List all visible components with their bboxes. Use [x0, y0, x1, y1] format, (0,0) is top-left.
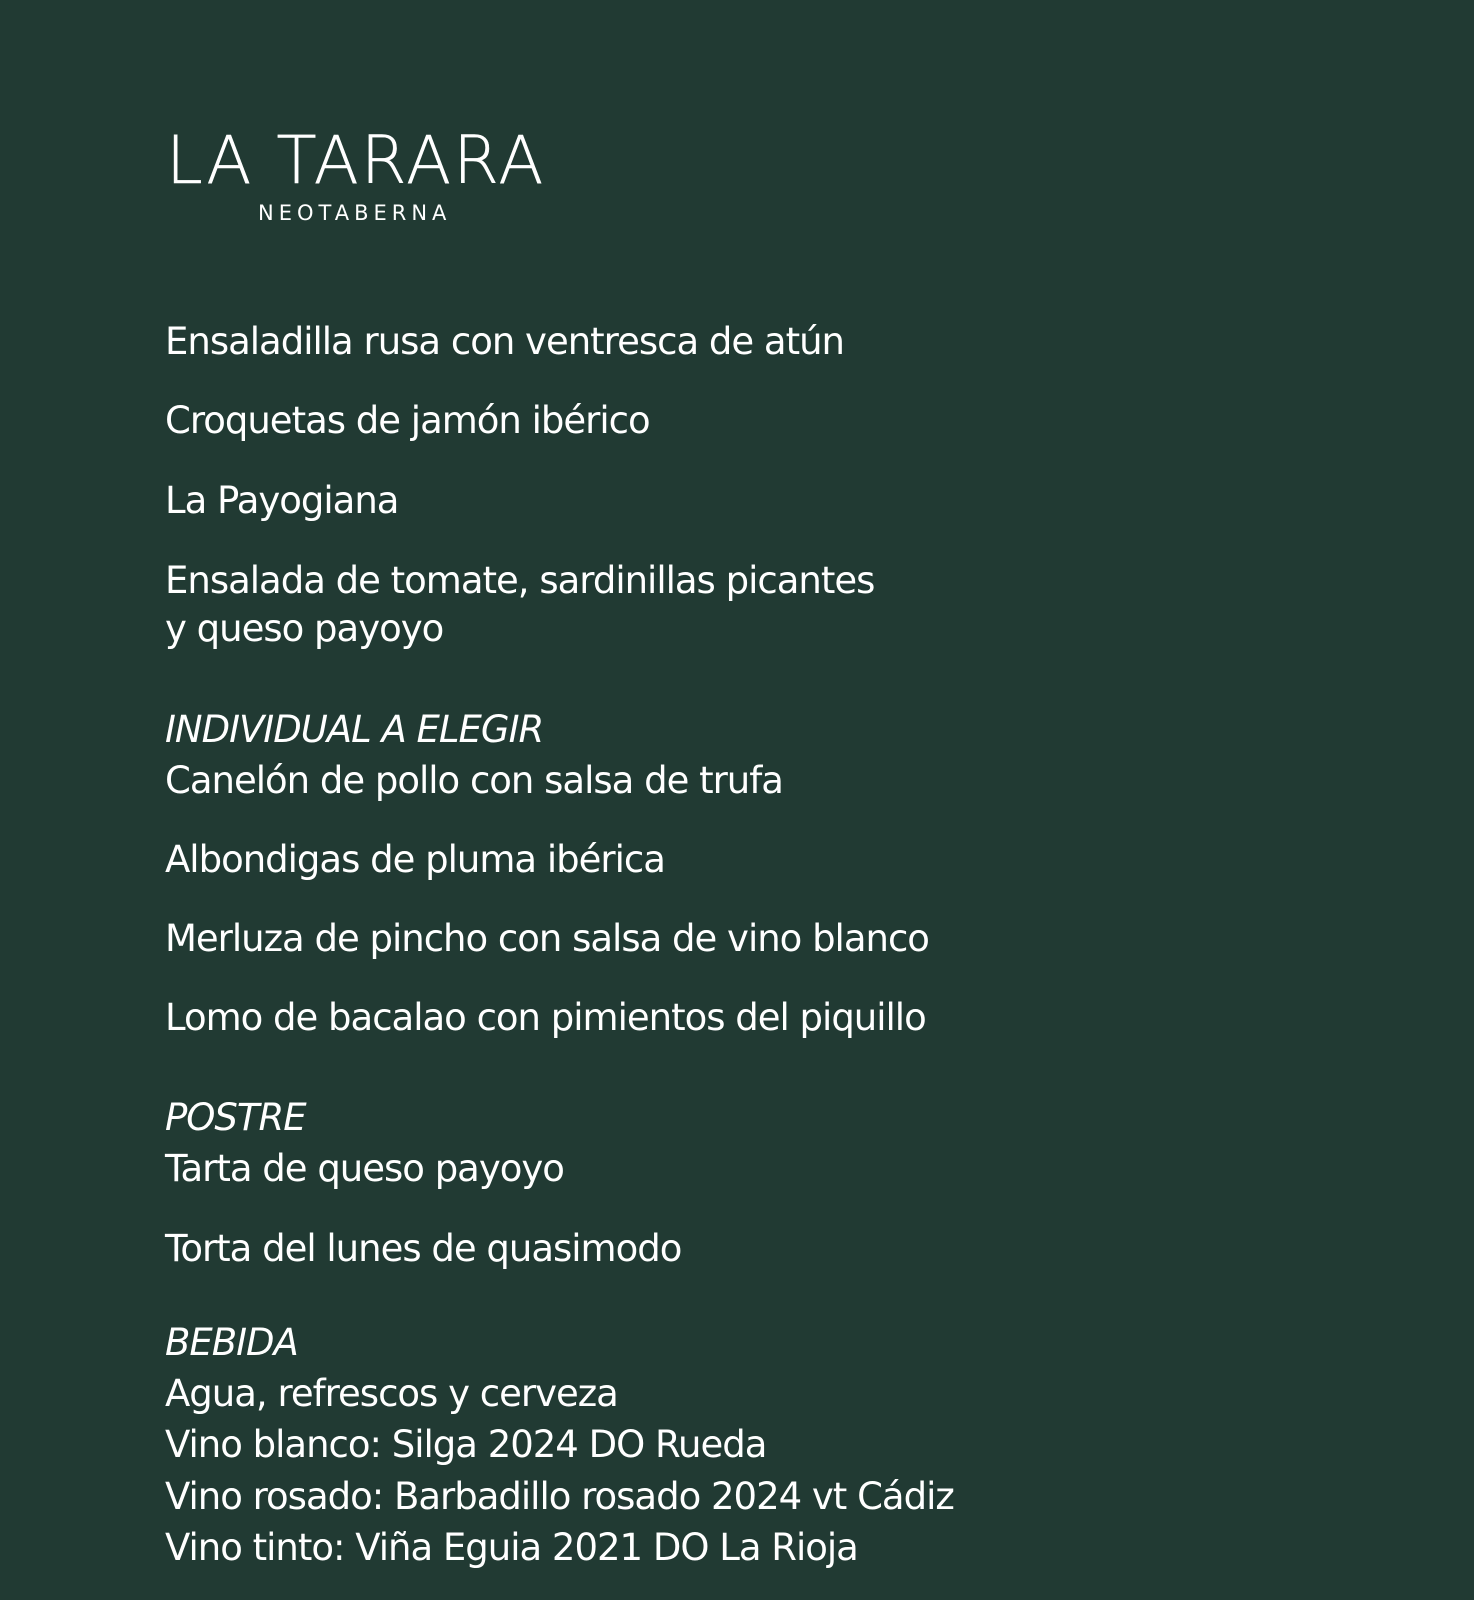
- menu-item: Ensalada de tomate, sardinillas picantes: [165, 559, 875, 602]
- menu-item: Vino blanco: Silga 2024 DO Rueda: [165, 1423, 767, 1466]
- menu-item: Croquetas de jamón ibérico: [165, 399, 650, 442]
- menu-item: Agua, refrescos y cerveza: [165, 1372, 618, 1415]
- menu-item: Merluza de pincho con salsa de vino blanco: [165, 917, 929, 960]
- section-heading-mains: INDIVIDUAL A ELEGIR: [165, 708, 544, 751]
- menu-item: y queso payoyo: [165, 607, 444, 650]
- menu-item: Vino rosado: Barbadillo rosado 2024 vt Cádiz: [165, 1475, 954, 1518]
- menu-item: Ensaladilla rusa con ventresca de atún: [165, 320, 844, 363]
- menu-item: La Payogiana: [165, 479, 399, 522]
- menu-item: Albondigas de pluma ibérica: [165, 838, 665, 881]
- brand-logo: [166, 122, 566, 226]
- menu-item: Tarta de queso payoyo: [165, 1147, 564, 1190]
- menu-item: Lomo de bacalao con pimientos del piquillo: [165, 996, 926, 1039]
- section-heading-drinks: BEBIDA: [165, 1321, 298, 1364]
- menu-item: Torta del lunes de quasimodo: [165, 1227, 682, 1270]
- section-heading-dessert: POSTRE: [165, 1096, 306, 1139]
- brand-name: LA TARARA: [166, 122, 546, 199]
- brand-subtitle: NEOTABERNA: [258, 201, 452, 225]
- menu-item: Canelón de pollo con salsa de trufa: [165, 759, 783, 802]
- menu-item: Vino tinto: Viña Eguia 2021 DO La Rioja: [165, 1526, 858, 1569]
